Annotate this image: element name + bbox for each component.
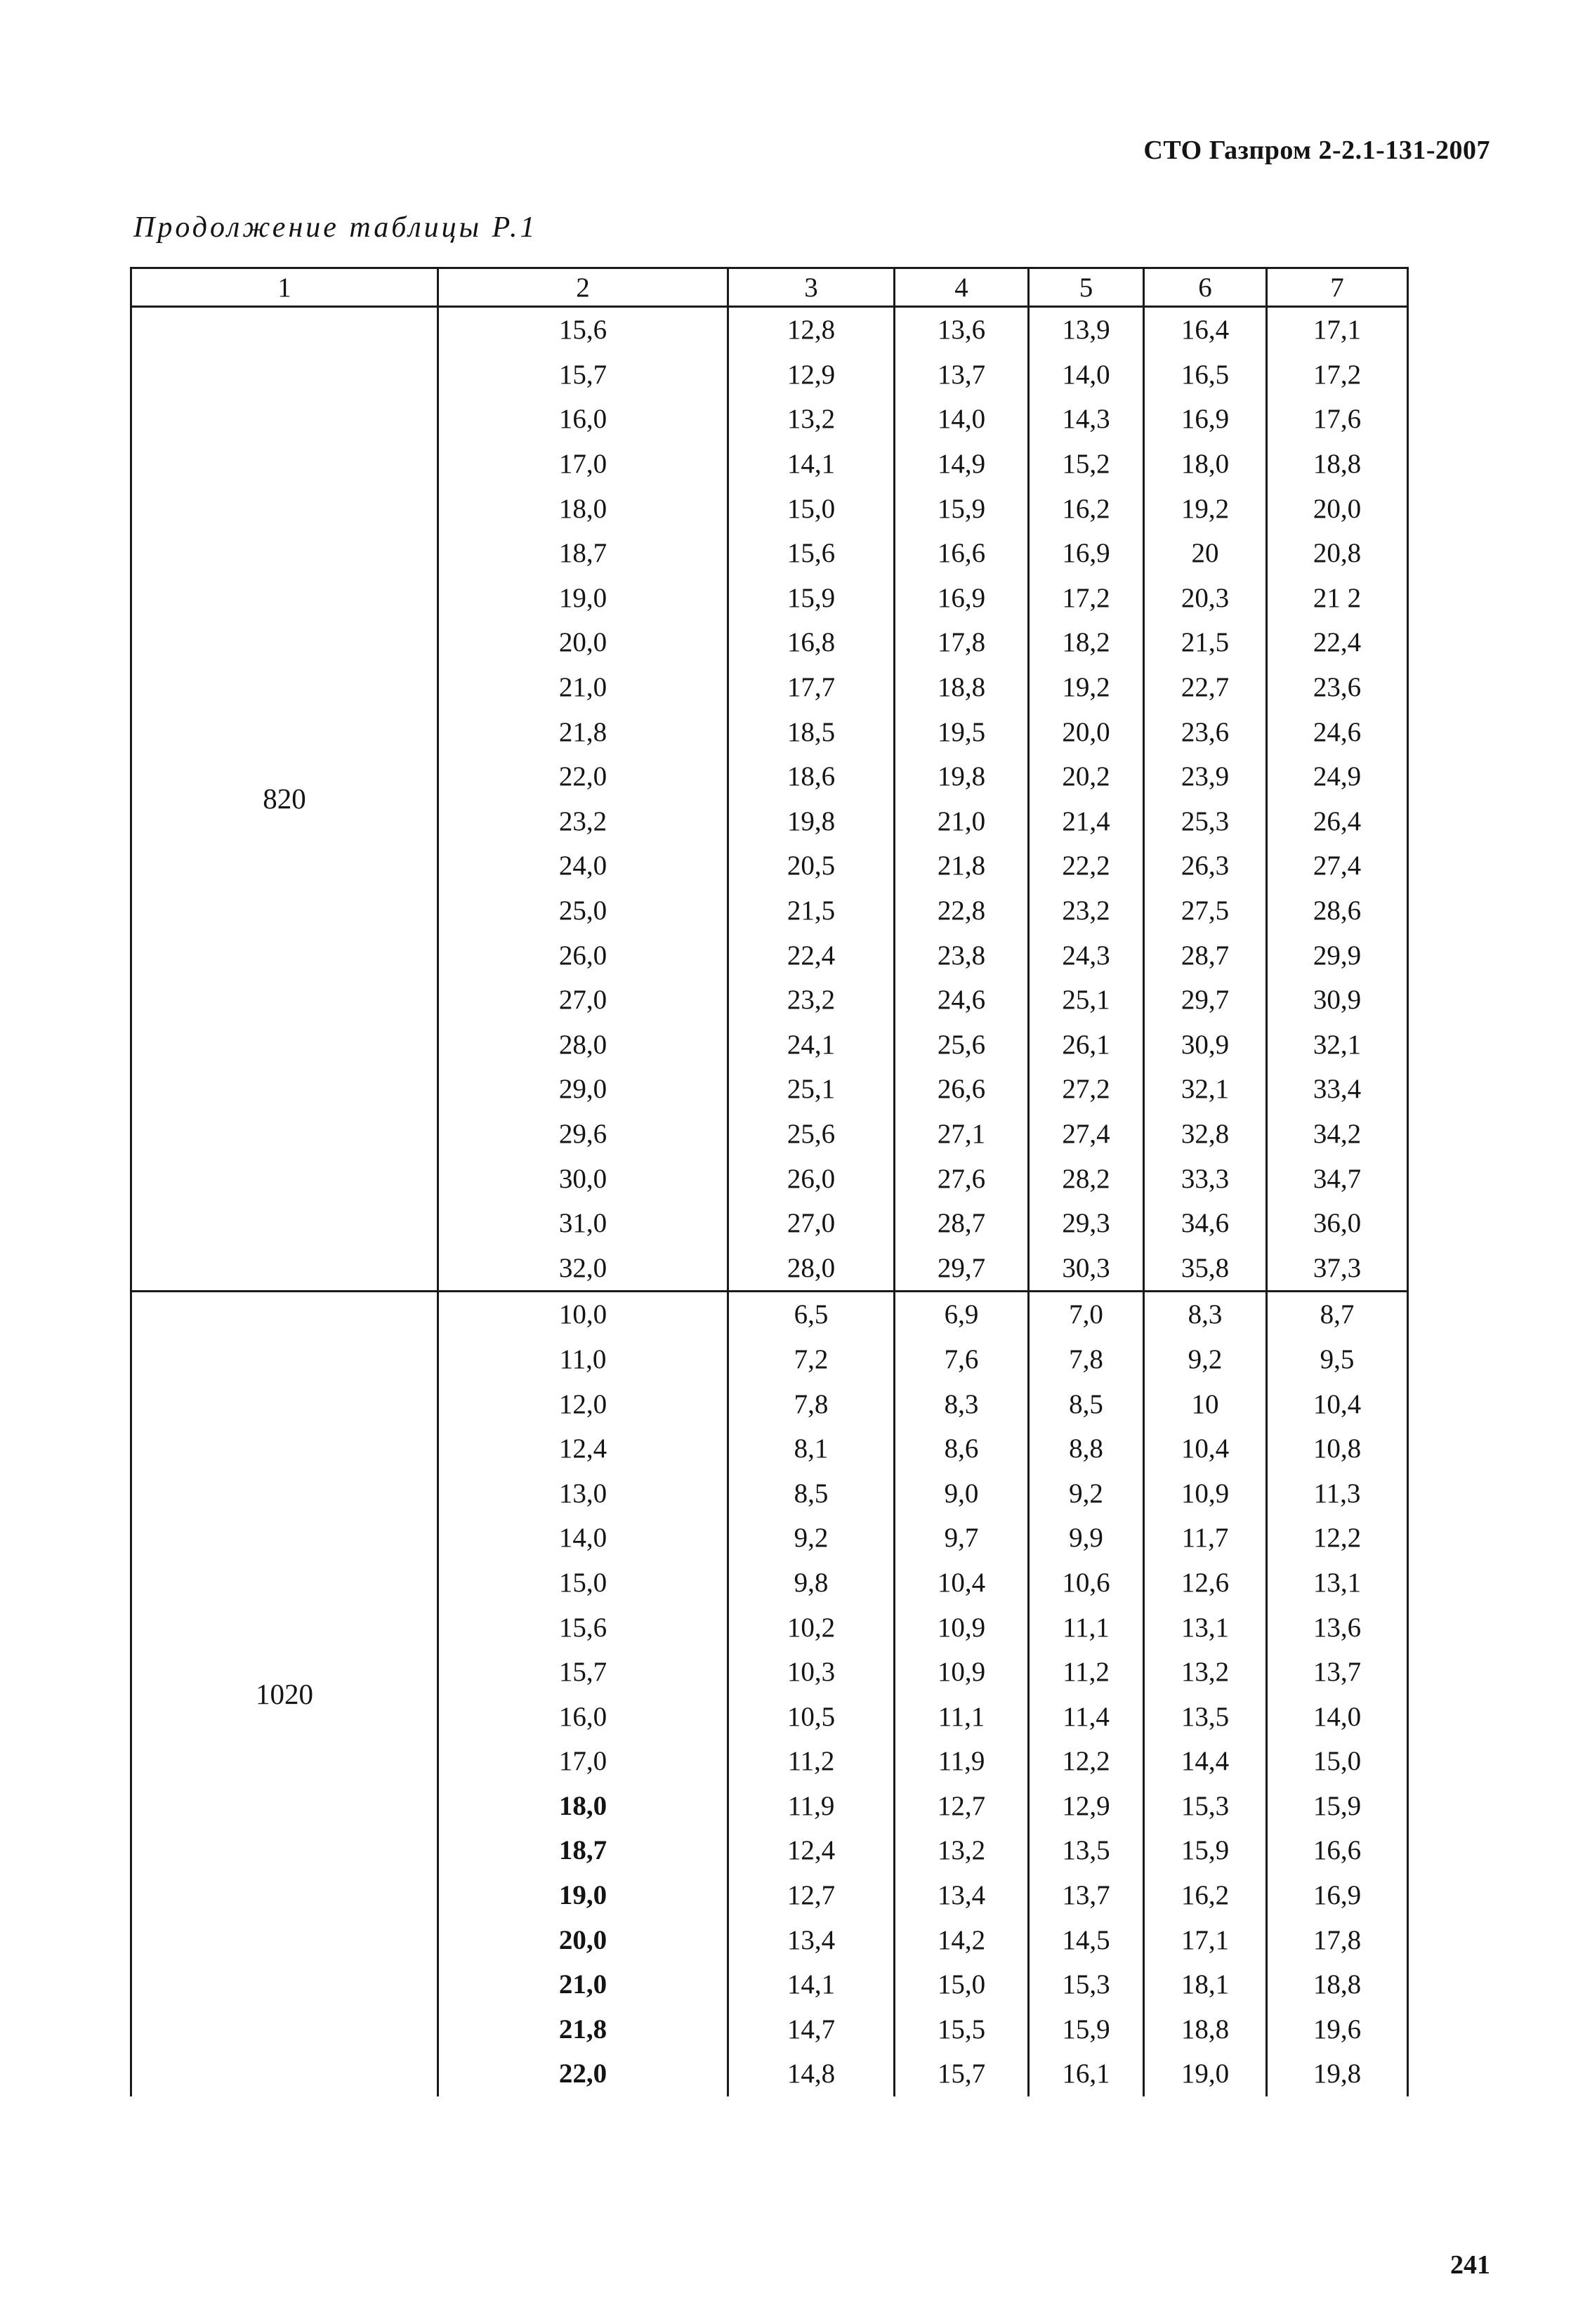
table-cell: 19,6 [1267, 2007, 1408, 2052]
table-cell: 18,8 [1267, 1962, 1408, 2007]
column-header: 6 [1144, 268, 1267, 307]
table-cell: 21,0 [895, 799, 1029, 844]
table-cell: 11,1 [1029, 1605, 1144, 1650]
table-cell: 16,9 [1267, 1873, 1408, 1918]
table-cell: 11,3 [1267, 1471, 1408, 1516]
table-cell: 18,0 [438, 1784, 728, 1829]
table-cell: 14,7 [728, 2007, 895, 2052]
table-cell: 20,3 [1144, 576, 1267, 621]
table-cell: 9,5 [1267, 1337, 1408, 1382]
table-cell: 19,2 [1144, 486, 1267, 531]
table-cell: 29,6 [438, 1112, 728, 1157]
table-cell: 9,0 [895, 1471, 1029, 1516]
table-cell: 21,0 [438, 665, 728, 710]
table-cell: 10,8 [1267, 1426, 1408, 1471]
table-cell: 17,7 [728, 665, 895, 710]
table-cell: 24,1 [728, 1023, 895, 1068]
table-cell: 21 2 [1267, 576, 1408, 621]
table-cell: 17,6 [1267, 397, 1408, 442]
table-cell: 10,5 [728, 1694, 895, 1739]
table-cell: 15,7 [895, 2051, 1029, 2096]
table-cell: 16,2 [1029, 486, 1144, 531]
table-cell: 21,8 [438, 709, 728, 754]
table-cell: 6,5 [728, 1292, 895, 1337]
table-cell: 11,7 [1144, 1516, 1267, 1561]
table-cell: 12,4 [728, 1828, 895, 1873]
table-cell: 18,0 [1144, 442, 1267, 487]
table-cell: 23,9 [1144, 754, 1267, 799]
table-cell: 8,8 [1029, 1426, 1144, 1471]
table-cell: 7,8 [728, 1381, 895, 1426]
table-cell: 27,5 [1144, 888, 1267, 933]
table-cell: 32,0 [438, 1245, 728, 1291]
table-cell: 19,8 [1267, 2051, 1408, 2096]
table-cell: 23,2 [728, 978, 895, 1023]
table-cell: 26,4 [1267, 799, 1408, 844]
table-cell: 7,2 [728, 1337, 895, 1382]
table-cell: 35,8 [1144, 1245, 1267, 1291]
table-cell: 24,6 [1267, 709, 1408, 754]
table-cell: 21,8 [895, 843, 1029, 888]
table-cell: 13,7 [1267, 1650, 1408, 1695]
table-cell: 16,9 [1029, 531, 1144, 576]
table-cell: 13,2 [1144, 1650, 1267, 1695]
table-cell: 15,2 [1029, 442, 1144, 487]
table-cell: 12,9 [1029, 1784, 1144, 1829]
table-cell: 25,1 [1029, 978, 1144, 1023]
table-cell: 11,4 [1029, 1694, 1144, 1739]
table-cell: 14,5 [1029, 1917, 1144, 1962]
table-cell: 8,1 [728, 1426, 895, 1471]
table-cell: 17,2 [1029, 576, 1144, 621]
table-cell: 8,3 [895, 1381, 1029, 1426]
table-header [131, 268, 1408, 307]
table-cell: 18,8 [895, 665, 1029, 710]
table-cell: 20,5 [728, 843, 895, 888]
table-cell: 15,6 [438, 307, 728, 353]
table-cell: 32,8 [1144, 1112, 1267, 1157]
table-cell: 15,0 [438, 1561, 728, 1606]
table-cell: 17,2 [1267, 353, 1408, 398]
column-header: 7 [1267, 268, 1408, 307]
table-cell: 27,1 [895, 1112, 1029, 1157]
table-cell: 18,0 [438, 486, 728, 531]
table-cell: 18,8 [1267, 442, 1408, 487]
table-cell: 30,9 [1267, 978, 1408, 1023]
table-cell: 15,0 [895, 1962, 1029, 2007]
table-cell: 12,2 [1029, 1739, 1144, 1784]
table-row [131, 1292, 1408, 1337]
page-number: 241 [1450, 2250, 1490, 2280]
table-cell: 20,0 [438, 1917, 728, 1962]
table-cell: 10,0 [438, 1292, 728, 1337]
table-cell: 14,1 [728, 1962, 895, 2007]
table-cell: 25,1 [728, 1067, 895, 1112]
table-cell: 30,3 [1029, 1245, 1144, 1291]
table-cell: 15,7 [438, 1650, 728, 1695]
table-cell: 11,2 [728, 1739, 895, 1784]
table-cell: 26,3 [1144, 843, 1267, 888]
table-cell: 9,2 [728, 1516, 895, 1561]
table-cell: 18,8 [1144, 2007, 1267, 2052]
table-cell: 18,7 [438, 531, 728, 576]
table-cell: 16,9 [1144, 397, 1267, 442]
table-cell: 10,9 [895, 1605, 1029, 1650]
table-cell: 13,1 [1144, 1605, 1267, 1650]
table-cell: 17,1 [1267, 307, 1408, 353]
table-cell: 15,9 [1029, 2007, 1144, 2052]
table-cell: 15,6 [438, 1605, 728, 1650]
table-cell: 27,4 [1267, 843, 1408, 888]
table-cell: 26,1 [1029, 1023, 1144, 1068]
table-cell: 11,1 [895, 1694, 1029, 1739]
table-cell: 29,7 [895, 1245, 1029, 1291]
table-cell: 11,0 [438, 1337, 728, 1382]
table-caption: Продолжение таблицы Р.1 [133, 211, 538, 244]
header-row [131, 268, 1408, 307]
column-header: 5 [1029, 268, 1144, 307]
table-cell: 28,7 [895, 1201, 1029, 1246]
table-cell: 27,6 [895, 1156, 1029, 1201]
table-cell: 8,7 [1267, 1292, 1408, 1337]
table-cell: 20,0 [438, 620, 728, 665]
table-cell: 19,5 [895, 709, 1029, 754]
table-cell: 19,2 [1029, 665, 1144, 710]
table-cell: 28,7 [1144, 933, 1267, 978]
table-cell: 26,6 [895, 1067, 1029, 1112]
table-cell: 8,6 [895, 1426, 1029, 1471]
group-label-cell: 1020 [131, 1292, 438, 2096]
table-cell: 12,2 [1267, 1516, 1408, 1561]
table-cell: 21,8 [438, 2007, 728, 2052]
table-cell: 12,0 [438, 1381, 728, 1426]
table-cell: 31,0 [438, 1201, 728, 1246]
table-cell: 13,4 [728, 1917, 895, 1962]
table-cell: 28,0 [438, 1023, 728, 1068]
column-header: 2 [438, 268, 728, 307]
table-cell: 20 [1144, 531, 1267, 576]
table-cell: 18,7 [438, 1828, 728, 1873]
table-cell: 12,7 [895, 1784, 1029, 1829]
table-cell: 25,3 [1144, 799, 1267, 844]
table-cell: 8,5 [1029, 1381, 1144, 1426]
table-cell: 26,0 [728, 1156, 895, 1201]
table-cell: 19,8 [728, 799, 895, 844]
table-row [131, 307, 1408, 353]
table-cell: 10,4 [1144, 1426, 1267, 1471]
table-cell: 15,9 [895, 486, 1029, 531]
document-code-header: СТО Газпром 2-2.1-131-2007 [1143, 136, 1490, 165]
table-cell: 24,6 [895, 978, 1029, 1023]
table-cell: 21,5 [728, 888, 895, 933]
table-cell: 12,4 [438, 1426, 728, 1471]
table-cell: 34,7 [1267, 1156, 1408, 1201]
table-cell: 37,3 [1267, 1245, 1408, 1291]
table-cell: 10,4 [1267, 1381, 1408, 1426]
table-cell: 12,7 [728, 1873, 895, 1918]
table-cell: 25,0 [438, 888, 728, 933]
group-label-cell: 820 [131, 307, 438, 1292]
table-cell: 13,0 [438, 1471, 728, 1516]
table-cell: 13,4 [895, 1873, 1029, 1918]
table-cell: 13,5 [1144, 1694, 1267, 1739]
table-cell: 12,8 [728, 307, 895, 353]
table-cell: 20,0 [1267, 486, 1408, 531]
table-cell: 24,0 [438, 843, 728, 888]
column-header: 4 [895, 268, 1029, 307]
table-cell: 18,1 [1144, 1962, 1267, 2007]
table-cell: 16,0 [438, 1694, 728, 1739]
table-cell: 14,9 [895, 442, 1029, 487]
column-header: 1 [131, 268, 438, 307]
table-cell: 13,6 [1267, 1605, 1408, 1650]
table-cell: 17,0 [438, 1739, 728, 1784]
table-cell: 17,1 [1144, 1917, 1267, 1962]
table-cell: 14,0 [438, 1516, 728, 1561]
table-cell: 28,6 [1267, 888, 1408, 933]
table-cell: 16,6 [1267, 1828, 1408, 1873]
table-cell: 16,8 [728, 620, 895, 665]
table-cell: 12,9 [728, 353, 895, 398]
table-cell: 11,9 [728, 1784, 895, 1829]
table-cell: 11,9 [895, 1739, 1029, 1784]
table-cell: 16,9 [895, 576, 1029, 621]
table-cell: 34,2 [1267, 1112, 1408, 1157]
table-cell: 18,5 [728, 709, 895, 754]
table-cell: 19,8 [895, 754, 1029, 799]
table-cell: 28,2 [1029, 1156, 1144, 1201]
table-cell: 29,3 [1029, 1201, 1144, 1246]
table-cell: 27,2 [1029, 1067, 1144, 1112]
table-cell: 13,7 [1029, 1873, 1144, 1918]
table-cell: 10 [1144, 1381, 1267, 1426]
table-cell: 33,4 [1267, 1067, 1408, 1112]
table-cell: 15,6 [728, 531, 895, 576]
table-cell: 19,0 [438, 576, 728, 621]
table-cell: 8,5 [728, 1471, 895, 1516]
table-cell: 14,0 [895, 397, 1029, 442]
table-cell: 15,9 [1144, 1828, 1267, 1873]
table-cell: 14,0 [1029, 353, 1144, 398]
table-cell: 16,2 [1144, 1873, 1267, 1918]
table-cell: 18,6 [728, 754, 895, 799]
table-cell: 16,1 [1029, 2051, 1144, 2096]
table-cell: 19,0 [1144, 2051, 1267, 2096]
table-cell: 17,0 [438, 442, 728, 487]
table-cell: 7,6 [895, 1337, 1029, 1382]
table-cell: 16,0 [438, 397, 728, 442]
table-cell: 33,3 [1144, 1156, 1267, 1201]
table-cell: 9,7 [895, 1516, 1029, 1561]
table-cell: 22,4 [728, 933, 895, 978]
table-cell: 17,8 [1267, 1917, 1408, 1962]
table-cell: 7,8 [1029, 1337, 1144, 1382]
table-cell: 15,5 [895, 2007, 1029, 2052]
table-cell: 24,3 [1029, 933, 1144, 978]
table-cell: 32,1 [1267, 1023, 1408, 1068]
table-cell: 22,8 [895, 888, 1029, 933]
table-cell: 15,0 [728, 486, 895, 531]
table-cell: 21,5 [1144, 620, 1267, 665]
table-cell: 20,0 [1029, 709, 1144, 754]
table-cell: 13,9 [1029, 307, 1144, 353]
table-cell: 7,0 [1029, 1292, 1144, 1337]
table-cell: 29,9 [1267, 933, 1408, 978]
table-cell: 15,7 [438, 353, 728, 398]
column-header: 3 [728, 268, 895, 307]
table-cell: 16,5 [1144, 353, 1267, 398]
table-cell: 10,9 [1144, 1471, 1267, 1516]
data-table [130, 267, 1409, 2096]
table-cell: 20,8 [1267, 531, 1408, 576]
table-cell: 36,0 [1267, 1201, 1408, 1246]
table-cell: 9,2 [1029, 1471, 1144, 1516]
table-cell: 15,3 [1144, 1784, 1267, 1829]
table-cell: 18,2 [1029, 620, 1144, 665]
table-cell: 14,0 [1267, 1694, 1408, 1739]
table-cell: 30,0 [438, 1156, 728, 1201]
table-cell: 22,7 [1144, 665, 1267, 710]
table-cell: 12,6 [1144, 1561, 1267, 1606]
table-cell: 9,9 [1029, 1516, 1144, 1561]
table-cell: 28,0 [728, 1245, 895, 1291]
table-cell: 20,2 [1029, 754, 1144, 799]
table-cell: 30,9 [1144, 1023, 1267, 1068]
table-cell: 29,0 [438, 1067, 728, 1112]
table-cell: 13,7 [895, 353, 1029, 398]
table-cell: 6,9 [895, 1292, 1029, 1337]
table-cell: 10,4 [895, 1561, 1029, 1606]
table-cell: 10,2 [728, 1605, 895, 1650]
table-cell: 13,1 [1267, 1561, 1408, 1606]
table-cell: 15,0 [1267, 1739, 1408, 1784]
table-cell: 27,0 [438, 978, 728, 1023]
table-cell: 21,0 [438, 1962, 728, 2007]
table-cell: 15,3 [1029, 1962, 1144, 2007]
table-cell: 19,0 [438, 1873, 728, 1918]
table-cell: 10,9 [895, 1650, 1029, 1695]
table-cell: 25,6 [895, 1023, 1029, 1068]
table-cell: 15,9 [728, 576, 895, 621]
table-cell: 10,6 [1029, 1561, 1144, 1606]
table-cell: 15,9 [1267, 1784, 1408, 1829]
table-cell: 13,2 [728, 397, 895, 442]
table-cell: 23,2 [438, 799, 728, 844]
table-cell: 8,3 [1144, 1292, 1267, 1337]
table-cell: 16,6 [895, 531, 1029, 576]
table-cell: 23,6 [1267, 665, 1408, 710]
table-body [131, 307, 1408, 2096]
table-cell: 10,3 [728, 1650, 895, 1695]
table-cell: 27,4 [1029, 1112, 1144, 1157]
table-cell: 22,0 [438, 754, 728, 799]
table-cell: 23,6 [1144, 709, 1267, 754]
table-cell: 16,4 [1144, 307, 1267, 353]
table-cell: 14,1 [728, 442, 895, 487]
table-cell: 23,2 [1029, 888, 1144, 933]
table-cell: 14,3 [1029, 397, 1144, 442]
table-cell: 13,6 [895, 307, 1029, 353]
table-cell: 34,6 [1144, 1201, 1267, 1246]
table-cell: 14,8 [728, 2051, 895, 2096]
table-cell: 22,4 [1267, 620, 1408, 665]
table-cell: 24,9 [1267, 754, 1408, 799]
table-cell: 14,2 [895, 1917, 1029, 1962]
table-cell: 9,8 [728, 1561, 895, 1606]
table-cell: 29,7 [1144, 978, 1267, 1023]
table-cell: 13,5 [1029, 1828, 1144, 1873]
table-cell: 11,2 [1029, 1650, 1144, 1695]
table-cell: 9,2 [1144, 1337, 1267, 1382]
table-cell: 25,6 [728, 1112, 895, 1157]
table-cell: 13,2 [895, 1828, 1029, 1873]
table-cell: 17,8 [895, 620, 1029, 665]
table-cell: 22,2 [1029, 843, 1144, 888]
table-cell: 27,0 [728, 1201, 895, 1246]
table-cell: 22,0 [438, 2051, 728, 2096]
table-cell: 14,4 [1144, 1739, 1267, 1784]
table-cell: 23,8 [895, 933, 1029, 978]
table-cell: 26,0 [438, 933, 728, 978]
table-cell: 32,1 [1144, 1067, 1267, 1112]
table-cell: 21,4 [1029, 799, 1144, 844]
